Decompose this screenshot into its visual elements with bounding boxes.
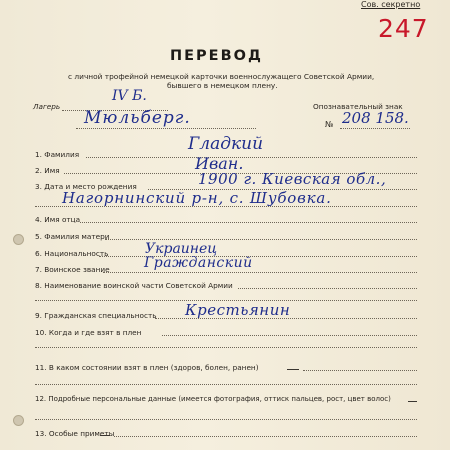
field-personal-data-label: 12. Подробные персональные данные (имеется фотография, оттиск пальцев, рост, цвет волос) — [35, 395, 391, 403]
field-nationality-value: Украинец — [145, 241, 218, 257]
punch-hole-bottom — [13, 415, 24, 426]
page-title: ПЕРЕВОД — [170, 48, 263, 64]
field-surname-value: Гладкий — [188, 134, 264, 154]
punch-hole-top — [13, 234, 24, 245]
secret-label: Сов. секретно — [361, 0, 421, 9]
field-birth-value: 1900 г. Киевская обл., — [198, 170, 387, 188]
field-condition-label: 11. В каком состоянии взят в плен (здоров, болен, ранен) — [35, 363, 259, 372]
field-mother-surname-label: 5. Фамилия матери — [35, 232, 110, 241]
field-unit-label: 8. Наименование воинской части Советской Армии — [35, 281, 233, 290]
camp-value: IV Б. — [112, 88, 147, 104]
camp-label: Лагерь — [33, 102, 61, 111]
field-birth-label: 3. Дата и место рождения — [35, 182, 137, 191]
field-marks-label: 13. Особые приметы — [35, 429, 115, 438]
field-nationality-label: 6. Национальность — [35, 249, 109, 258]
field-rank-value: Гражданский — [144, 255, 253, 271]
field-name-value: Иван. — [195, 154, 244, 173]
subtitle-line-1: с личной трофейной немецкой карточки военнослужащего Советской Армии, — [68, 72, 375, 81]
id-mark-no-label: № — [325, 120, 334, 129]
field-rank-label: 7. Воинское звание — [35, 265, 110, 274]
field-birth-value-2: Нагорнинский р-н, с. Шубовка. — [62, 189, 332, 207]
field-specialty-label: 9. Гражданская специальность — [35, 311, 157, 320]
secret-number: 247 — [378, 14, 429, 43]
subtitle-line-2: бывшего в немецком плену. — [167, 81, 278, 90]
id-mark-value: 208 158. — [342, 109, 409, 127]
field-surname-label: 1. Фамилия — [35, 150, 80, 159]
field-capture-label: 10. Когда и где взят в плен — [35, 328, 142, 337]
field-name-label: 2. Имя — [35, 166, 60, 175]
field-specialty-value: Крестьянин — [185, 301, 291, 319]
camp-name-value: Мюльберг. — [84, 108, 191, 128]
field-father-label: 4. Имя отца — [35, 215, 81, 224]
id-mark-label: Опознавательный знак — [313, 102, 403, 111]
